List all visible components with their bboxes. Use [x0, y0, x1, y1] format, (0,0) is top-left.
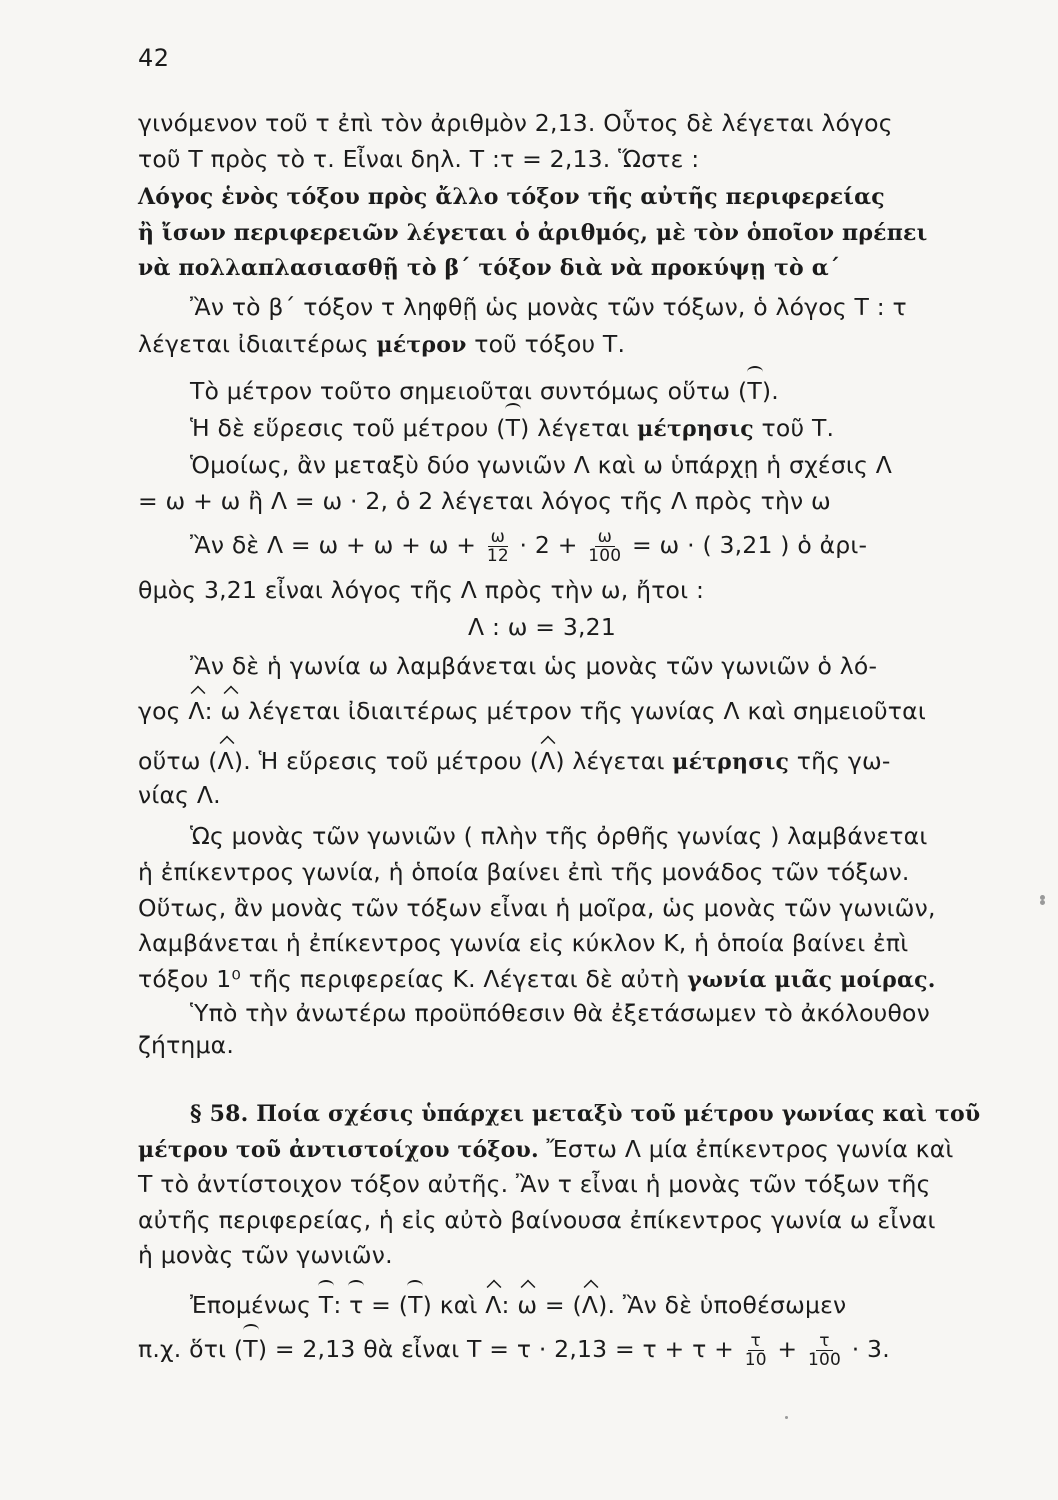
text-span: +: [777, 1335, 798, 1363]
text-span: Ἐπομένως: [190, 1291, 312, 1319]
text-span: · 3.: [851, 1335, 890, 1363]
angle-symbol: Λ: [188, 697, 205, 725]
text-span: γος: [138, 697, 181, 725]
fraction: [487, 528, 509, 565]
text-line: ζήτημα.: [138, 1031, 235, 1059]
fraction: [588, 528, 621, 565]
text-span: ) καὶ: [422, 1291, 478, 1319]
fraction-denominator: 100: [807, 1350, 842, 1370]
text-line: νίας Λ.: [138, 781, 221, 809]
angle-symbol: Λ: [485, 1291, 502, 1319]
angle-symbol: ω: [220, 697, 241, 725]
arc-symbol: τ: [349, 1291, 364, 1319]
text-line: θμὸς 3,21 εἶναι λόγος τῆς Λ πρὸς τὴν ω, ἤτοι :: [138, 576, 705, 604]
definition-line: Λόγος ἑνὸς τόξου πρὸς ἄλλο τόξον τῆς αὐτῆς περιφερείας: [138, 184, 885, 210]
text-line: [190, 413, 958, 444]
angle-symbol: ω: [517, 1291, 538, 1319]
text-span: :: [333, 1291, 342, 1319]
text-span: τοῦ Τ.: [761, 414, 835, 442]
text-span: = (: [371, 1291, 409, 1319]
text-line: [138, 1134, 958, 1165]
angle-symbol: Λ: [539, 747, 556, 775]
definition-line: ἢ ἴσων περιφερειῶν λέγεται ὁ ἀριθμός, μὲ τὸν ὁποῖον πρέπει: [138, 220, 928, 246]
scan-speck: [785, 1416, 788, 1419]
text-span: τόξου 1⁰ τῆς περιφερείας Κ. Λέγεται δὲ αὐτὴ: [138, 965, 680, 993]
arc-symbol: Τ: [505, 414, 521, 442]
term-metron: μέτρον: [376, 332, 467, 358]
term-gonia-mias-moiras: γωνία μιᾶς μοίρας.: [687, 967, 936, 993]
text-span: ) λέγεται: [520, 414, 630, 442]
text-line: Τ τὸ ἀντίστοιχον τόξον αὐτῆς. Ἂν τ εἶναι ἡ μονὰς τῶν τόξων τῆς: [138, 1170, 931, 1198]
text-line: [138, 746, 958, 777]
section-heading-cont: μέτρου τοῦ ἀντιστοίχου τόξου.: [138, 1137, 539, 1163]
text-span: π.χ. ὅτι (: [138, 1335, 244, 1363]
text-line: Ὡς μονὰς τῶν γωνιῶν ( πλὴν τῆς ὀρθῆς γωνίας ) λαμβάνεται: [190, 822, 928, 850]
text-line: [138, 696, 958, 726]
text-line: τοῦ Τ πρὸς τὸ τ. Εἶναι δηλ. Τ :τ = 2,13. Ὥστε :: [138, 145, 700, 173]
text-span: = ω · ( 3,21 ) ὁ ἀρι-: [632, 531, 868, 559]
text-span: ).: [761, 377, 779, 405]
definition-line: νὰ πολλαπλασιασθῇ τὸ β΄ τόξον διὰ νὰ προκύψῃ τὸ α΄: [138, 255, 841, 281]
fraction-denominator: 100: [588, 546, 622, 566]
text-line: [190, 376, 958, 406]
term-metresis: μέτρησις: [672, 749, 790, 775]
equation-line: [190, 528, 958, 565]
text-span: = (: [544, 1291, 582, 1319]
text-span: ). Ἂν δὲ ὑποθέσωμεν: [598, 1291, 847, 1319]
fraction-numerator: τ: [816, 1332, 832, 1351]
equation-line: [190, 1290, 958, 1320]
text-span: ) = 2,13 θὰ εἶναι Τ = τ · 2,13 = τ + τ +: [257, 1335, 735, 1363]
equation-line: Λ : ω = 3,21: [468, 613, 616, 641]
fraction-denominator: 12: [486, 546, 509, 566]
text-span: Ἡ δὲ εὕρεσις τοῦ μέτρου (: [190, 414, 506, 442]
text-line: Ὑπὸ τὴν ἀνωτέρω προϋπόθεσιν θὰ ἐξετάσωμεν τὸ ἀκόλουθον: [190, 999, 930, 1027]
angle-symbol: Λ: [581, 1291, 599, 1319]
text-span: :: [204, 697, 213, 725]
text-span: ) λέγεται: [555, 747, 665, 775]
equation-line: [138, 1332, 958, 1369]
text-line: [138, 964, 958, 995]
text-span: :: [501, 1291, 510, 1319]
text-line: Οὕτως, ἂν μονὰς τῶν τόξων εἶναι ἡ μοῖρα, ὡς μονὰς τῶν γωνιῶν,: [138, 894, 936, 922]
text-line: Ὁμοίως, ἂν μεταξὺ δύο γωνιῶν Λ καὶ ω ὑπάρχῃ ἡ σχέσις Λ: [190, 451, 893, 479]
text-line: Ἂν δὲ ἡ γωνία ω λαμβάνεται ὡς μονὰς τῶν γωνιῶν ὁ λό-: [190, 652, 878, 680]
text-span: λέγεται ἰδιαιτέρως: [138, 330, 369, 358]
section-heading: § 58. Ποία σχέσις ὑπάρχει μεταξὺ τοῦ μέτρου γωνίας καὶ τοῦ: [190, 1101, 981, 1127]
text-span: · 2 +: [519, 531, 578, 559]
page-number: 42: [138, 44, 170, 72]
fraction: [745, 1332, 767, 1369]
text-span: τοῦ τόξου Τ.: [474, 330, 626, 358]
arc-symbol: Τ: [408, 1291, 423, 1319]
text-line: ἡ μονὰς τῶν γωνιῶν.: [138, 1241, 393, 1269]
text-line: λαμβάνεται ἡ ἐπίκεντρος γωνία εἰς κύκλον Κ, ἡ ὁποία βαίνει ἐπὶ: [138, 929, 909, 957]
text-line: [138, 329, 958, 360]
arc-symbol: Τ: [747, 377, 762, 405]
text-span: Τὸ μέτρον τοῦτο σημειοῦται συντόμως οὕτω (: [190, 377, 748, 405]
text-span: Ἔστω Λ μία ἐπίκεντρος γωνία καὶ: [546, 1135, 954, 1163]
angle-symbol: Λ: [217, 747, 234, 775]
text-span: λέγεται ἰδιαιτέρως μέτρον τῆς γωνίας Λ καὶ σημειοῦται: [248, 697, 926, 725]
fraction-denominator: 10: [744, 1350, 767, 1370]
fraction: [808, 1332, 841, 1369]
text-line: ἡ ἐπίκεντρος γωνία, ἡ ὁποία βαίνει ἐπὶ τῆς μονάδος τῶν τόξων.: [138, 858, 910, 886]
scan-speck: [1040, 900, 1045, 905]
text-line: Ἂν τὸ β΄ τόξον τ ληφθῇ ὡς μονὰς τῶν τόξων, ὁ λόγος Τ : τ: [190, 293, 907, 321]
text-span: τῆς γω-: [796, 747, 891, 775]
text-span: Ἂν δὲ Λ = ω + ω + ω +: [190, 531, 477, 559]
text-line: αὐτῆς περιφερείας, ἡ εἰς αὐτὸ βαίνουσα ἐπίκεντρος γωνία ω εἶναι: [138, 1206, 936, 1234]
text-span: οὕτω (: [138, 747, 218, 775]
fraction-numerator: τ: [748, 1332, 764, 1351]
text-line: = ω + ω ἢ Λ = ω · 2, ὁ 2 λέγεται λόγος τῆς Λ πρὸς τὴν ω: [138, 487, 831, 515]
fraction-numerator: ω: [488, 528, 508, 547]
fraction-numerator: ω: [595, 528, 615, 547]
arc-symbol: Τ: [243, 1335, 258, 1363]
arc-symbol: Τ: [318, 1291, 334, 1319]
text-span: ). Ἡ εὕρεσις τοῦ μέτρου (: [233, 747, 540, 775]
text-line: γινόμενον τοῦ τ ἐπὶ τὸν ἀριθμὸν 2,13. Οὗτος δὲ λέγεται λόγος: [138, 109, 893, 137]
term-metresis: μέτρησις: [637, 416, 754, 442]
